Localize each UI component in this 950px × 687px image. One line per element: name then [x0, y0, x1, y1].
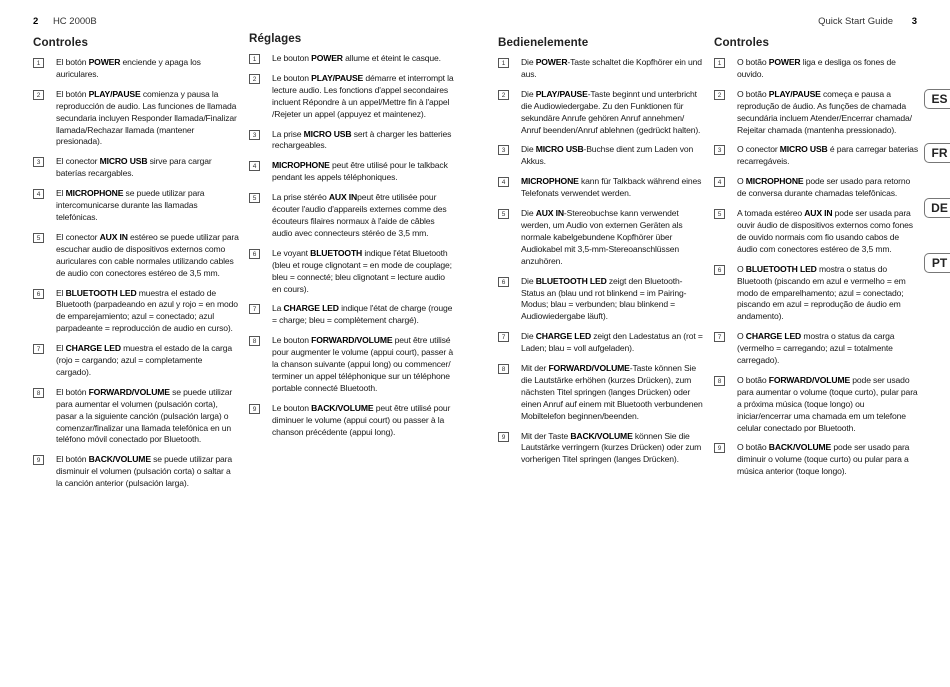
description-text: sirve para cargar baterías recargables.: [56, 156, 212, 179]
right-page-header: [818, 16, 917, 27]
description-text: O: [737, 263, 746, 274]
description-text: peut être utilisé pour augmenter le volume (appui court), passer à la chanson suivante (appui long) ou commencer/ terminer un appel téléphonique sur un téléphone portable connecté Bluetooth.: [272, 335, 454, 393]
item-description: [521, 363, 704, 423]
list-item: [33, 454, 239, 490]
description-text: indique l'état Bluetooth (bleu et rouge clignotant = en mode de couplage; bleu = connecté; bleu clignotant = lecture audio en cours).: [272, 247, 452, 294]
control-name: AUX IN: [328, 192, 358, 203]
item-number-box: 1: [714, 58, 725, 68]
control-name: FORWARD/VOLUME: [311, 335, 393, 346]
item-description: [272, 303, 455, 327]
description-text: Die: [521, 275, 536, 286]
description-text: Mit der Taste: [521, 430, 571, 441]
item-description: [521, 57, 704, 81]
item-description: [737, 331, 920, 367]
description-text: peut être utilisé pour le talkback pendant les appels téléphoniques.: [272, 160, 448, 183]
item-description: [56, 454, 239, 490]
description-text: El conector: [56, 231, 100, 242]
control-name: MICRO USB: [303, 128, 352, 139]
control-name: POWER: [768, 57, 801, 67]
list-item: [33, 343, 239, 379]
item-number-box: 6: [714, 265, 725, 275]
item-number-box: 2: [249, 74, 260, 84]
item-number-box: 9: [33, 455, 44, 465]
description-text: El: [56, 188, 66, 199]
description-text: O: [737, 331, 746, 342]
list-item: [249, 403, 455, 439]
item-number-box: 4: [33, 189, 44, 199]
description-text: El botón: [56, 386, 89, 397]
control-name: MICROPHONE: [272, 160, 330, 171]
controls-list-es: [33, 57, 239, 490]
control-name: CHARGE LED: [283, 303, 339, 314]
control-name: MICRO USB: [779, 144, 828, 155]
description-text: Die: [521, 144, 536, 155]
item-number-box: 1: [33, 58, 44, 68]
control-name: BACK/VOLUME: [88, 454, 151, 465]
item-description: [56, 89, 239, 149]
description-text: -Taste beginnt und unterbricht die Audiowiedergabe. Zu den Funktionen für sekundäre Anrufe gehören Anruf annehmen/ Anruf beenden/Anruf ablehnen (gedrückt halten).: [521, 88, 701, 135]
description-text: indique l'état de charge (rouge = charge; bleu = complètement chargé).: [272, 303, 453, 326]
description-text: se puede utilizar para intercomunicarse durante las llamadas telefónicas.: [56, 188, 205, 222]
description-text: O: [737, 176, 746, 187]
item-description: [272, 335, 455, 395]
list-item: [33, 89, 239, 149]
description-text: -Taste schaltet die Kopfhörer ein und aus.: [521, 57, 702, 79]
control-name: BLUETOOTH LED: [535, 275, 607, 286]
control-name: FORWARD/VOLUME: [88, 386, 170, 397]
item-description: [521, 89, 704, 137]
description-text: démarre et interrompt la lecture audio. Les fonctions d'appel secondaires incluent Répondre à un appel/Mettre fin à l'appel /Rejeter un appel (appuyez et maintenez).: [272, 72, 454, 119]
item-description: [737, 144, 920, 168]
control-name: BLUETOOTH: [310, 247, 363, 258]
item-description: [272, 403, 455, 439]
control-name: AUX IN: [535, 208, 564, 219]
description-text: enciende y apaga los auriculares.: [56, 57, 201, 79]
control-name: CHARGE LED: [65, 343, 121, 354]
item-number-box: 4: [498, 177, 509, 187]
description-text: Mit der: [521, 363, 549, 374]
list-item: [33, 156, 239, 180]
list-item: [249, 73, 455, 121]
language-tab-es[interactable]: ES: [924, 89, 950, 109]
item-description: [56, 232, 239, 280]
control-name: POWER: [535, 57, 568, 67]
item-description: [56, 288, 239, 336]
control-name: PLAY/PAUSE: [311, 72, 364, 83]
control-name: POWER: [311, 53, 343, 63]
section-title-pt: Controles: [714, 36, 770, 49]
item-description: [272, 248, 455, 296]
section-title-es: Controles: [33, 36, 89, 49]
list-item: [498, 276, 704, 324]
list-item: [714, 442, 920, 478]
item-description: [56, 387, 239, 447]
control-name: PLAY/PAUSE: [88, 88, 141, 99]
item-number-box: 5: [714, 209, 725, 219]
item-number-box: 6: [249, 249, 260, 259]
description-text: zeigt den Bluetooth-Status an (blau und rot blinkend = im Pairing-Modus; blau = verbunden; blau blinkend = Audiowiedergabe läuft).: [521, 275, 687, 322]
item-description: [56, 343, 239, 379]
description-text: pode ser usada para ouvir áudio de dispositivos externos como fones de ouvido normais com fio usando cabos de áudio com conectores estéreo de 3,5 mm.: [737, 208, 913, 254]
list-item: [714, 176, 920, 200]
description-text: estéreo se puede utilizar para escuchar audio de dispositivos externos como auriculares con cable normales utilizando cables de audio con conectores estéreo de 3,5 mm.: [56, 231, 239, 278]
description-text: liga e desliga os fones de ouvido.: [737, 57, 896, 79]
item-number-box: 5: [498, 209, 509, 219]
item-description: [521, 208, 704, 268]
item-number-box: 9: [498, 432, 509, 442]
control-name: CHARGE LED: [535, 331, 592, 342]
description-text: peut être utilisée pour écouter l'audio d'appareils externes comme des écouteurs filaires normaux à l'aide de câbles audio avec connecteurs stéréo de 3,5 mm.: [272, 192, 447, 238]
item-description: [272, 53, 441, 65]
item-description: [521, 431, 704, 467]
description-text: Le bouton: [272, 335, 312, 346]
control-name: MICROPHONE: [65, 188, 124, 199]
section-title-de: Bedienelemente: [498, 36, 589, 49]
item-description: [737, 57, 920, 81]
description-text: -Buchse dient zum Laden von Akkus.: [521, 144, 694, 167]
control-name: MICRO USB: [535, 144, 584, 155]
description-text: El: [56, 343, 66, 354]
list-item: [249, 192, 455, 240]
item-number-box: 7: [249, 304, 260, 314]
item-description: [737, 264, 920, 324]
control-name: BACK/VOLUME: [570, 430, 633, 441]
description-text: O conector: [737, 144, 780, 155]
item-description: [737, 208, 920, 256]
item-description: [272, 73, 455, 121]
item-number-box: 6: [33, 289, 44, 299]
description-text: mostra o status do Bluetooth (piscando em azul e vermelho = em modo de emparelhamento; azul = conectado; piscando em azul = reprodução de áudio em andamento).: [737, 263, 906, 322]
list-item: [498, 176, 704, 200]
description-text: O botão: [737, 374, 769, 385]
description-text: El botón: [56, 88, 89, 99]
description-text: La prise: [272, 128, 304, 139]
item-description: [272, 160, 455, 184]
description-text: -Stereobuchse kann verwendet werden, um Audio von externen Geräten als normale kabelgebundene Kopfhörer über Audiokabel mit 3,5-mm-Stereoanschlüssen anzuhören.: [521, 208, 683, 266]
list-item: [498, 331, 704, 355]
list-item: [249, 335, 455, 395]
list-item: [498, 89, 704, 137]
language-tab-fr[interactable]: FR: [924, 143, 950, 163]
description-text: se puede utilizar para disminuir el volumen (pulsación corta) o saltar a la canción anterior (pulsación larga).: [56, 454, 233, 489]
item-number-box: 1: [498, 58, 509, 68]
description-text: -Taste können Sie die Lautstärke erhöhen (kurzes Drücken), zum nächsten Titel springen (langes Drücken) oder einen Anruf auf einem mit Bluetooth verbundenen Mobiltelefon beginnen/beenden.: [521, 363, 703, 421]
item-number-box: 2: [714, 90, 725, 100]
list-item: [498, 431, 704, 467]
list-item: [714, 208, 920, 256]
description-text: El botón: [56, 454, 89, 465]
left-page-number: 2: [33, 16, 39, 27]
item-number-box: 8: [33, 388, 44, 398]
list-item: [33, 188, 239, 224]
description-text: Le bouton: [272, 72, 312, 83]
item-number-box: 1: [249, 54, 260, 64]
description-text: muestra el estado de Bluetooth (parpadeando en azul y rojo = en modo de emparejamiento; azul = conectado; azul parpadeante = reproducción de audio en curso).: [56, 287, 238, 334]
control-name: BLUETOOTH LED: [65, 287, 137, 298]
control-name: PLAY/PAUSE: [768, 88, 821, 99]
item-description: [272, 192, 455, 240]
section-title-fr: Réglages: [249, 32, 302, 45]
item-number-box: 3: [714, 145, 725, 155]
language-tab-pt[interactable]: PT: [924, 253, 950, 273]
item-number-box: 8: [714, 376, 725, 386]
item-description: [272, 129, 455, 153]
list-item: [498, 208, 704, 268]
description-text: se puede utilizar para aumentar el volumen (pulsación corta), pasar a la siguiente canción (pulsación larga) o comenzar/finalizar una llamada telefónica en un teléfono móvil conectado por Bluetooth.: [56, 386, 233, 445]
guide-title: Quick Start Guide: [818, 16, 894, 27]
description-text: é para carregar baterias recarregáveis.: [737, 144, 918, 167]
item-description: [737, 442, 920, 478]
controls-list-fr: [249, 53, 455, 438]
description-text: comienza y pausa la reproducción de audio. Las funciones de llamada secundaria incluyen Responder llamada/Finalizar llamada/Rechazar llamada (mantener presionada).: [56, 88, 237, 147]
control-name: BACK/VOLUME: [768, 442, 832, 453]
description-text: El: [56, 287, 66, 298]
description-text: Le bouton: [272, 53, 312, 63]
description-text: Die: [521, 208, 536, 219]
description-text: começa e pausa a reprodução de áudio. As funções de chamada secundária incluem Atender/Encerrar chamada/ Rejeitar chamada (mantenha pressionado).: [737, 88, 912, 135]
list-item: [714, 89, 920, 137]
control-name: FORWARD/VOLUME: [548, 363, 630, 374]
item-number-box: 7: [498, 332, 509, 342]
item-description: [521, 144, 704, 168]
description-text: El conector: [56, 156, 100, 167]
item-number-box: 3: [498, 145, 509, 155]
item-number-box: 9: [714, 443, 725, 453]
item-description: [56, 57, 239, 81]
item-description: [737, 89, 920, 137]
list-item: [249, 129, 455, 153]
item-description: [737, 176, 920, 200]
description-text: können Sie die Lautstärke verringern (kurzes Drücken) oder zum vorherigen Titel springen (langes Drücken).: [521, 430, 702, 465]
control-name: MICROPHONE: [521, 176, 579, 187]
item-number-box: 4: [714, 177, 725, 187]
description-text: El botón: [56, 57, 89, 67]
control-name: POWER: [88, 57, 121, 67]
item-description: [521, 276, 704, 324]
list-item: [714, 331, 920, 367]
column-pt: [714, 36, 920, 486]
list-item: [33, 387, 239, 447]
description-text: allume et éteint le casque.: [342, 53, 441, 63]
list-item: [714, 375, 920, 435]
item-number-box: 9: [249, 404, 260, 414]
description-text: A tomada estéreo: [737, 208, 805, 219]
list-item: [33, 288, 239, 336]
item-description: [521, 331, 704, 355]
description-text: O botão: [737, 57, 769, 67]
control-name: MICROPHONE: [745, 176, 804, 187]
description-text: kann für Talkback während eines Telefonats verwendet werden.: [521, 176, 702, 199]
item-number-box: 3: [249, 130, 260, 140]
control-name: AUX IN: [804, 208, 833, 219]
control-name: BACK/VOLUME: [311, 402, 374, 413]
item-number-box: 5: [249, 193, 260, 203]
description-text: muestra el estado de la carga (rojo = cargando; azul = completamente cargado).: [56, 343, 233, 377]
item-number-box: 6: [498, 277, 509, 287]
right-page-number: 3: [911, 16, 917, 27]
item-description: [56, 156, 239, 180]
item-number-box: 7: [33, 344, 44, 354]
column-fr: [249, 32, 455, 446]
description-text: Le voyant: [272, 247, 311, 258]
item-number-box: 4: [249, 161, 260, 171]
list-item: [498, 57, 704, 81]
description-text: Die: [521, 331, 536, 342]
item-number-box: 7: [714, 332, 725, 342]
description-text: O botão: [737, 442, 769, 453]
list-item: [249, 303, 455, 327]
control-name: AUX IN: [99, 231, 128, 242]
list-item: [33, 57, 239, 81]
product-model: HC 2000B: [52, 16, 97, 27]
description-text: O botão: [737, 88, 769, 99]
description-text: pode ser usado para aumentar o volume (toque curto), pular para a próxima música (toque longo) ou iniciar/encerrar uma chamada em um telefone celular conectado por Bluetooth.: [737, 374, 918, 433]
item-description: [521, 176, 704, 200]
control-name: BLUETOOTH LED: [745, 263, 817, 274]
list-item: [249, 248, 455, 296]
list-item: [249, 160, 455, 184]
list-item: [249, 53, 455, 65]
description-text: mostra o status da carga (vermelho = carregando; azul = totalmente carregado).: [737, 331, 895, 366]
description-text: Die: [521, 57, 536, 67]
item-number-box: 8: [249, 336, 260, 346]
list-item: [714, 264, 920, 324]
control-name: CHARGE LED: [745, 331, 802, 342]
description-text: sert à charger les batteries rechargeables.: [272, 128, 452, 151]
description-text: Die: [521, 88, 536, 99]
column-de: [498, 36, 704, 474]
list-item: [714, 57, 920, 81]
list-item: [498, 144, 704, 168]
language-tab-de[interactable]: DE: [924, 198, 950, 218]
item-number-box: 8: [498, 364, 509, 374]
column-es: [33, 36, 239, 498]
description-text: pode ser usado para diminuir o volume (toque curto) ou pular para a música anterior (toque longo).: [737, 442, 910, 477]
list-item: [33, 232, 239, 280]
item-description: [56, 188, 239, 224]
control-name: FORWARD/VOLUME: [768, 374, 851, 385]
item-number-box: 2: [33, 90, 44, 100]
description-text: Le bouton: [272, 402, 312, 413]
controls-list-de: [498, 57, 704, 466]
description-text: peut être utilisé pour diminuer le volume (appui court) ou passer à la chanson précédente (appui long).: [272, 402, 451, 437]
controls-list-pt: [714, 57, 920, 478]
item-number-box: 5: [33, 233, 44, 243]
item-number-box: 2: [498, 90, 509, 100]
description-text: La: [272, 303, 284, 314]
control-name: PLAY/PAUSE: [535, 88, 588, 99]
description-text: La prise stéréo: [272, 192, 329, 203]
left-page-header: [33, 16, 97, 27]
list-item: [714, 144, 920, 168]
description-text: pode ser usado para retorno de conversa durante chamadas telefônicas.: [737, 176, 911, 199]
item-number-box: 3: [33, 157, 44, 167]
description-text: zeigt den Ladestatus an (rot = Laden; blau = voll aufgeladen).: [521, 331, 703, 354]
item-description: [737, 375, 920, 435]
control-name: MICRO USB: [99, 156, 148, 167]
list-item: [498, 363, 704, 423]
